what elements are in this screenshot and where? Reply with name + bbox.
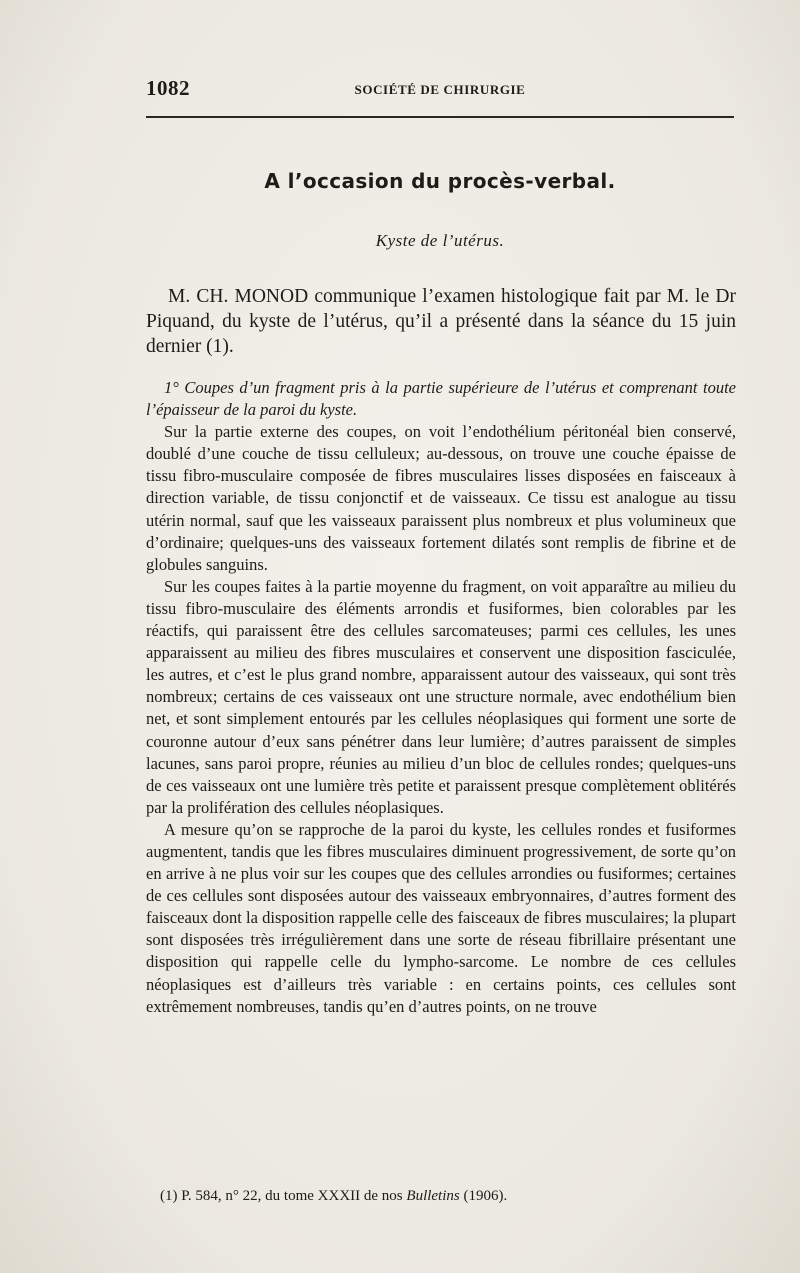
body-text (146, 377, 736, 1018)
article-title: A l’occasion du procès-verbal. (264, 169, 616, 193)
body-paragraph: A mesure qu’on se rapproche de la paroi du kyste, les cellules rondes et fusiformes augmentent, tandis que les fibres musculaires diminuent progressivement, de sorte qu’on en arrive à ne plus voir sur les coupes que des cellules arrondies ou fusiformes; certaines de ces cellules sont disposées autour des vaisseaux embryonnaires, d’autres forment des faisceaux dont la disposition rappelle celle des faisceaux de fibres musculaires; la plupart sont disposées très irrégulièrement dans une sorte de réseau fibrillaire présentant une disposition qui rappelle celle du lympho-sarcome. Le nombre de ces cellules néoplasiques est d’ailleurs très variable : en certains points, ces cellules sont extrêmement nombreuses, tandis qu’en d’autres points, on ne trouve (146, 819, 736, 1016)
article-subtitle: Kyste de l’utérus. (375, 231, 505, 250)
intro-paragraph-block (146, 284, 736, 359)
page-header (146, 76, 734, 106)
header-rule (146, 116, 734, 118)
running-head: SOCIÉTÉ DE CHIRURGIE (354, 82, 526, 97)
footnote-text: (1) P. 584, n° 22, du tome XXXII de nos (160, 1188, 407, 1204)
footnote-suffix: (1906). (459, 1188, 508, 1204)
footnote (160, 1188, 720, 1205)
footnote-italic: Bulletins (406, 1188, 460, 1204)
body-paragraph: Sur les coupes faites à la partie moyenne du fragment, on voit apparaître au milieu du tissu fibro-musculaire des éléments arrondis et fusiformes, bien colorables par les réactifs, qui paraissent être des cellules sarcomateuses; parmi ces cellules, les unes apparaissent au milieu des fibres musculaires et conservent une disposition fasciculée, les autres, et c’est le plus grand nombre, apparaissent autour des vaisseaux, qui sont très nombreux; certains de ces vaisseaux ont une structure normale, avec endothélium bien net, et sont simplement entourés par les cellules néoplasiques qui forment une sorte de couronne autour d’eux sans pénétrer dans leur lumière; d’autres paraissent de simples lacunes, sans paroi propre, réunies au milieu d’un bloc de cellules rondes; quelques-uns de ces vaisseaux ont une lumière très petite et paraissent presque complètement oblitérés par la prolifération des cellules néoplasiques. (146, 576, 736, 817)
intro-paragraph: M. CH. MONOD communique l’examen histologique fait par M. le Dr Piquand, du kyste de l’utérus, qu’il a présenté dans la séance du 15 juin dernier (1). (146, 286, 736, 357)
section-heading: 1° Coupes d’un fragment pris à la partie supérieure de l’utérus et comprenant toute l’épaisseur de la paroi du kyste. (146, 378, 736, 420)
body-paragraph: Sur la partie externe des coupes, on voit l’endothélium péritonéal bien conservé, doublé d’une couche de tissu celluleux; au-dessous, on trouve une couche épaisse de tissu fibro-musculaire composée de fibres musculaires lisses disposées en faisceaux à direction variable, de tissu conjonctif et de vaisseaux. Ce tissu est analogue au tissu utérin normal, sauf que les vaisseaux paraissent plus nombreux et plus volumineux que d’ordinaire; quelques-uns des vaisseaux fortement dilatés sont remplis de fibrine et de globules sanguins. (146, 422, 736, 574)
page-number: 1082 (146, 76, 190, 100)
